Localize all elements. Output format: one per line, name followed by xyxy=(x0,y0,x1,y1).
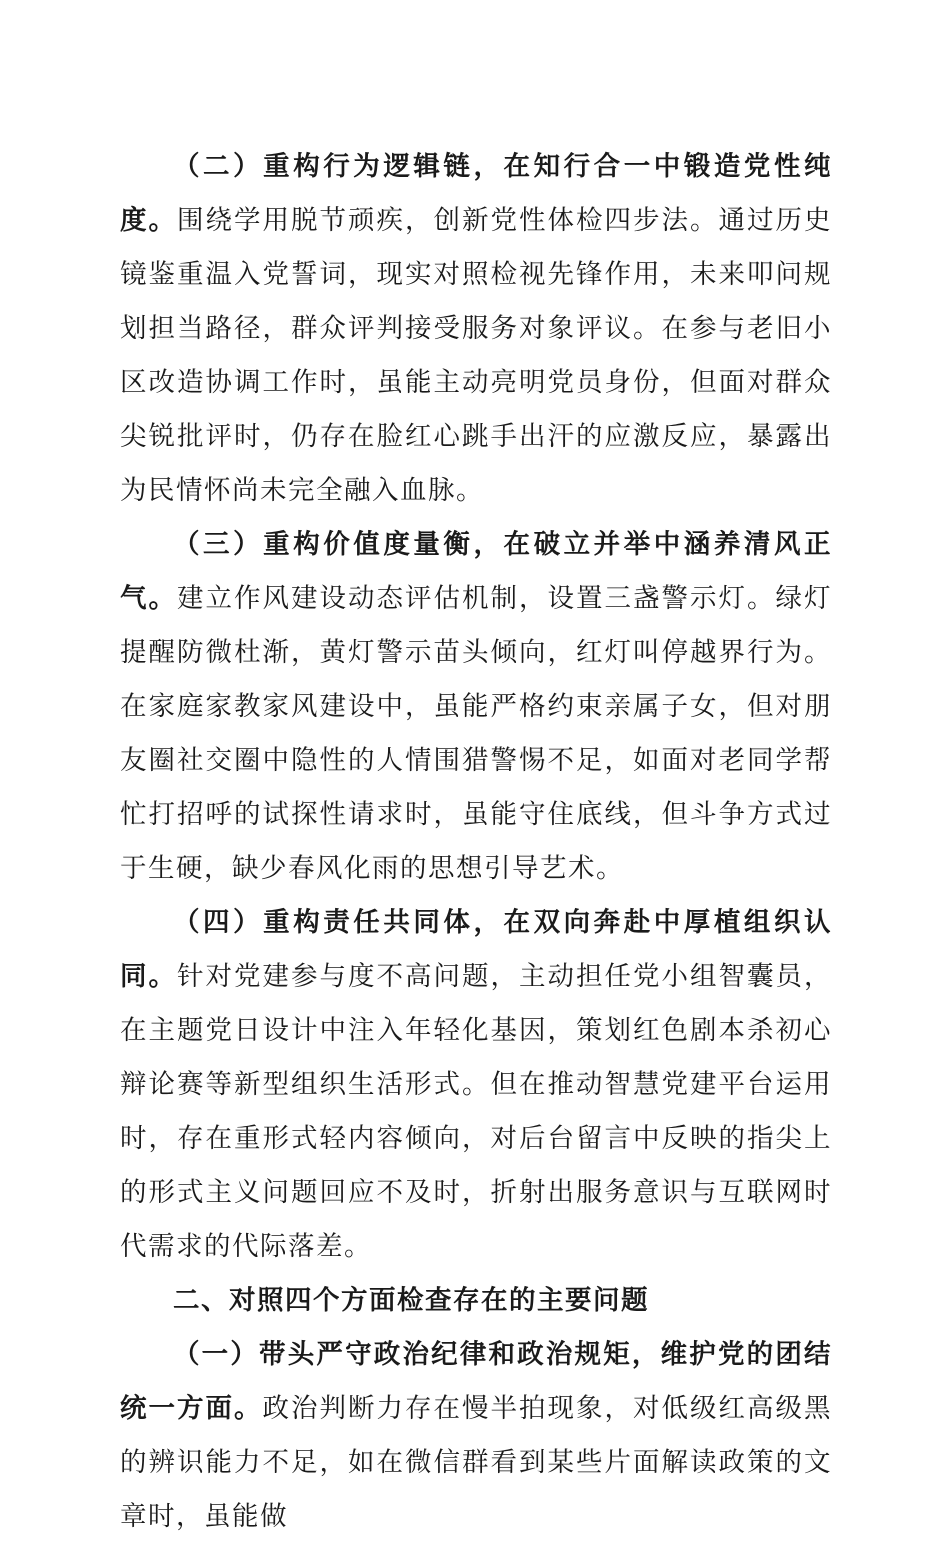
paragraph-3 xyxy=(120,518,832,896)
paragraph-lead: （四）重构责任共同体，在双向奔赴中厚植组织认同。 xyxy=(120,907,832,992)
section-heading: 二、对照四个方面检查存在的主要问题 xyxy=(173,1285,649,1316)
paragraph-section2-1 xyxy=(120,1328,832,1544)
paragraph-body: 政治判断力存在慢半拍现象，对低级红高级黑的辨识能力不足，如在微信群看到某些片面解读政策的文章时，虽能做 xyxy=(120,1393,832,1532)
document-page xyxy=(120,140,832,1544)
paragraph-2 xyxy=(120,140,832,518)
paragraph-lead: （一）带头严守政治纪律和政治规矩，维护党的团结统一方面。 xyxy=(120,1339,832,1424)
paragraph-body: 建立作风建设动态评估机制，设置三盏警示灯。绿灯提醒防微杜渐，黄灯警示苗头倾向，红灯叫停越界行为。在家庭家教家风建设中，虽能严格约束亲属子女，但对朋友圈社交圈中隐性的人情围猎警惕不足，如面对老同学帮忙打招呼的试探性请求时，虽能守住底线，但斗争方式过于生硬，缺少春风化雨的思想引导艺术。 xyxy=(120,583,832,884)
paragraph-body: 围绕学用脱节顽疾，创新党性体检四步法。通过历史镜鉴重温入党誓词，现实对照检视先锋作用，未来叩问规划担当路径，群众评判接受服务对象评议。在参与老旧小区改造协调工作时，虽能主动亮明党员身份，但面对群众尖锐批评时，仍存在脸红心跳手出汗的应激反应，暴露出为民情怀尚未完全融入血脉。 xyxy=(120,205,832,506)
paragraph-body: 针对党建参与度不高问题，主动担任党小组智囊员，在主题党日设计中注入年轻化基因，策划红色剧本杀初心辩论赛等新型组织生活形式。但在推动智慧党建平台运用时，存在重形式轻内容倾向，对后台留言中反映的指尖上的形式主义问题回应不及时，折射出服务意识与互联网时代需求的代际落差。 xyxy=(120,961,832,1262)
paragraph-lead: （二）重构行为逻辑链，在知行合一中锻造党性纯度。 xyxy=(120,151,832,236)
paragraph-4 xyxy=(120,896,832,1274)
paragraph-lead: （三）重构价值度量衡，在破立并举中涵养清风正气。 xyxy=(120,529,832,614)
